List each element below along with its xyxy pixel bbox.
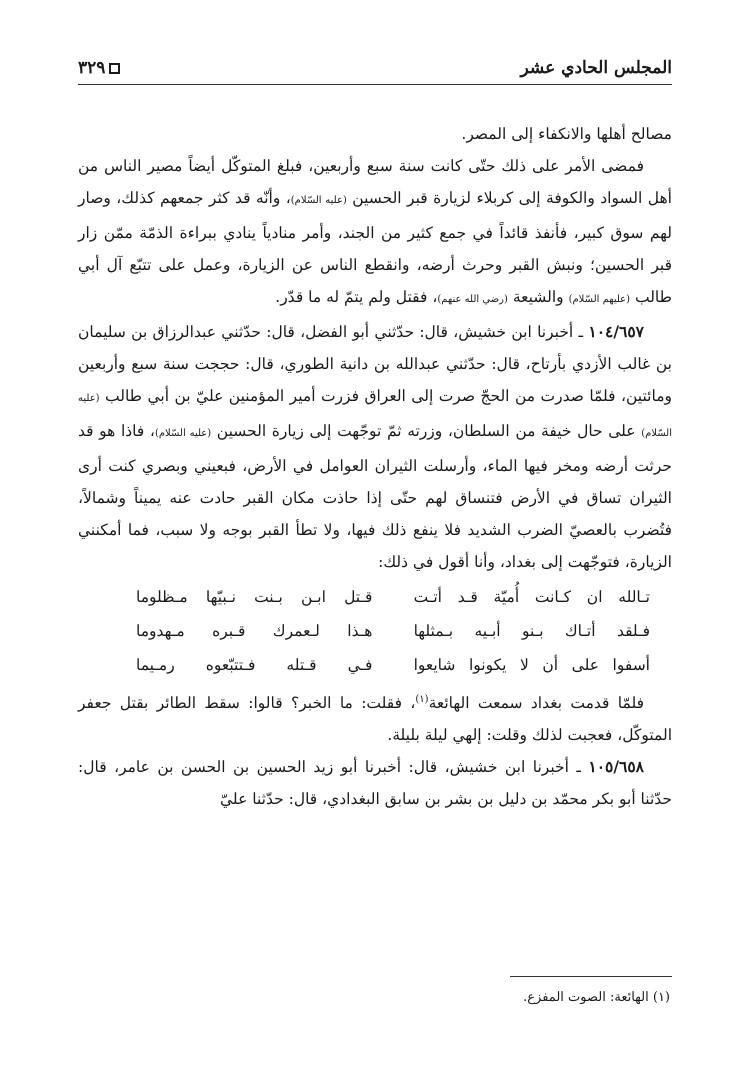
hemistich-first: فـلقد أتـاك بـنو أبـيه بـمثلها [413, 622, 650, 640]
page-header [78, 52, 672, 85]
paragraph: فمضى الأمر على ذلك حتّى كانت سنة سبع وأربعين، فبلغ المتوكّل أيضاً مصير الناس من أهل السواد والكوفة إلى كربلاء لزيارة قبر الحسين (عليه السّلام)، وأنّه قد كثر جمعهم كذلك، وصار لهم سوق كبير، فأنفذ قائداً في جمع كثير من الجند، وأمر منادياً ينادي ببراءة الذمّة ممّن زار قبر الحسين؛ ونبش القبر وحرث أرضه، وانقطع الناس عن الزيارة، وعمل على تتبّع آل أبي طالب (عليهم السّلام) والشيعة (رضي الله عنهم)، فقتل ولم يتمّ له ما قدّر. [78, 157, 672, 306]
poem-verse [78, 580, 672, 614]
footnote: (١) الهائعة: الصوت المفزع. [523, 990, 670, 1005]
poem-verse [78, 614, 672, 648]
page-number: ٣٢٩ [78, 58, 106, 78]
running-title: المجلس الحادي عشر [520, 58, 672, 78]
hadith-number: ١٠٥/٦٥٨ [588, 757, 644, 777]
footnote-divider [510, 976, 672, 977]
paragraph: مصالح أهلها والانكفاء إلى المصر. [461, 125, 672, 143]
footnote-marker[interactable]: (١) [415, 694, 429, 705]
hadith-paragraph: ١٠٤/٦٥٧ ـ أخبرنا ابن خشيش، قال: حدّثني أبو الفضل، قال: حدّثني عبدالرزاق بن سليمان بن غالب الأزدي بأرتاح، قال: حدّثني عبدالله بن دانية الطوري، قال: حججت سنة سبع وأربعين ومائتين، فلمّا صدرت من الحجّ صرت إلى العراق فزرت أمير المؤمنين عليّ بن أبي طالب (عليه السّلام) على حال خيفة من السلطان، وزرته ثمّ توجّهت إلى زيارة الحسين (عليه السّلام)، فاذا هو قد حرثت أرضه ومخر فيها الماء، وأرسلت الثيران العوامل في الأرض، فبعيني وبصري كنت أرى الثيران تساق في الأرض فتنساق لهم حتّى إذا حاذت مكان القبر حادت عنه يميناً وشمالاً، فتُضرب بالعصيّ الضرب الشديد فلا ينفع ذلك فيها، ولا تطأ القبر بوجه ولا سبب، فما أمكنني الزيارة، فتوجّهت إلى بغداد، وأنا أقول في ذلك: [78, 322, 672, 571]
salutation: (عليه السّلام) [290, 195, 347, 206]
hemistich-first: تـالله ان كـانت أُميّة قـد أتـت [413, 588, 650, 606]
salutation: (عليه السّلام) [154, 428, 212, 439]
hemistich-second: هـذا لـعمرك قـبره مـهدوما [136, 622, 373, 640]
salutation: (رضي الله عنهم) [437, 294, 508, 305]
hemistich-second: قـتل ابـن بـنت نـبيّها مـظلوما [136, 588, 373, 606]
hemistich-second: فـي قـتله فـتتبّعوه رمـيما [136, 656, 373, 674]
paragraph: فلمّا قدمت بغداد سمعت الهائعة$^{(١)}$، فقلت: ما الخبر؟ قالوا: سقط الطائر بقتل جعفر المتوكّل، فعجبت لذلك وقلت: إلهي ليلة بليلة. [78, 694, 672, 745]
square-icon [109, 63, 120, 74]
main-text [78, 118, 672, 815]
hemistich-first: أسفوا على أن لا يكونوا شايعوا [413, 656, 650, 674]
hadith-paragraph: ١٠٥/٦٥٨ ـ أخبرنا ابن خشيش، قال: أخبرنا أبو زيد الحسين بن الحسن بن عامر، قال: حدّثنا أبو بكر محمّد بن دليل بن بشر بن سابق البغدادي، قال: حدّثنا عليّ [78, 757, 672, 809]
hadith-number: ١٠٤/٦٥٧ [588, 322, 644, 341]
poem-verse [78, 648, 672, 682]
salutation: (عليه السّلام) [78, 393, 672, 439]
page-number-group [78, 58, 120, 78]
salutation: (عليهم السّلام) [568, 294, 631, 305]
poem [78, 580, 672, 682]
